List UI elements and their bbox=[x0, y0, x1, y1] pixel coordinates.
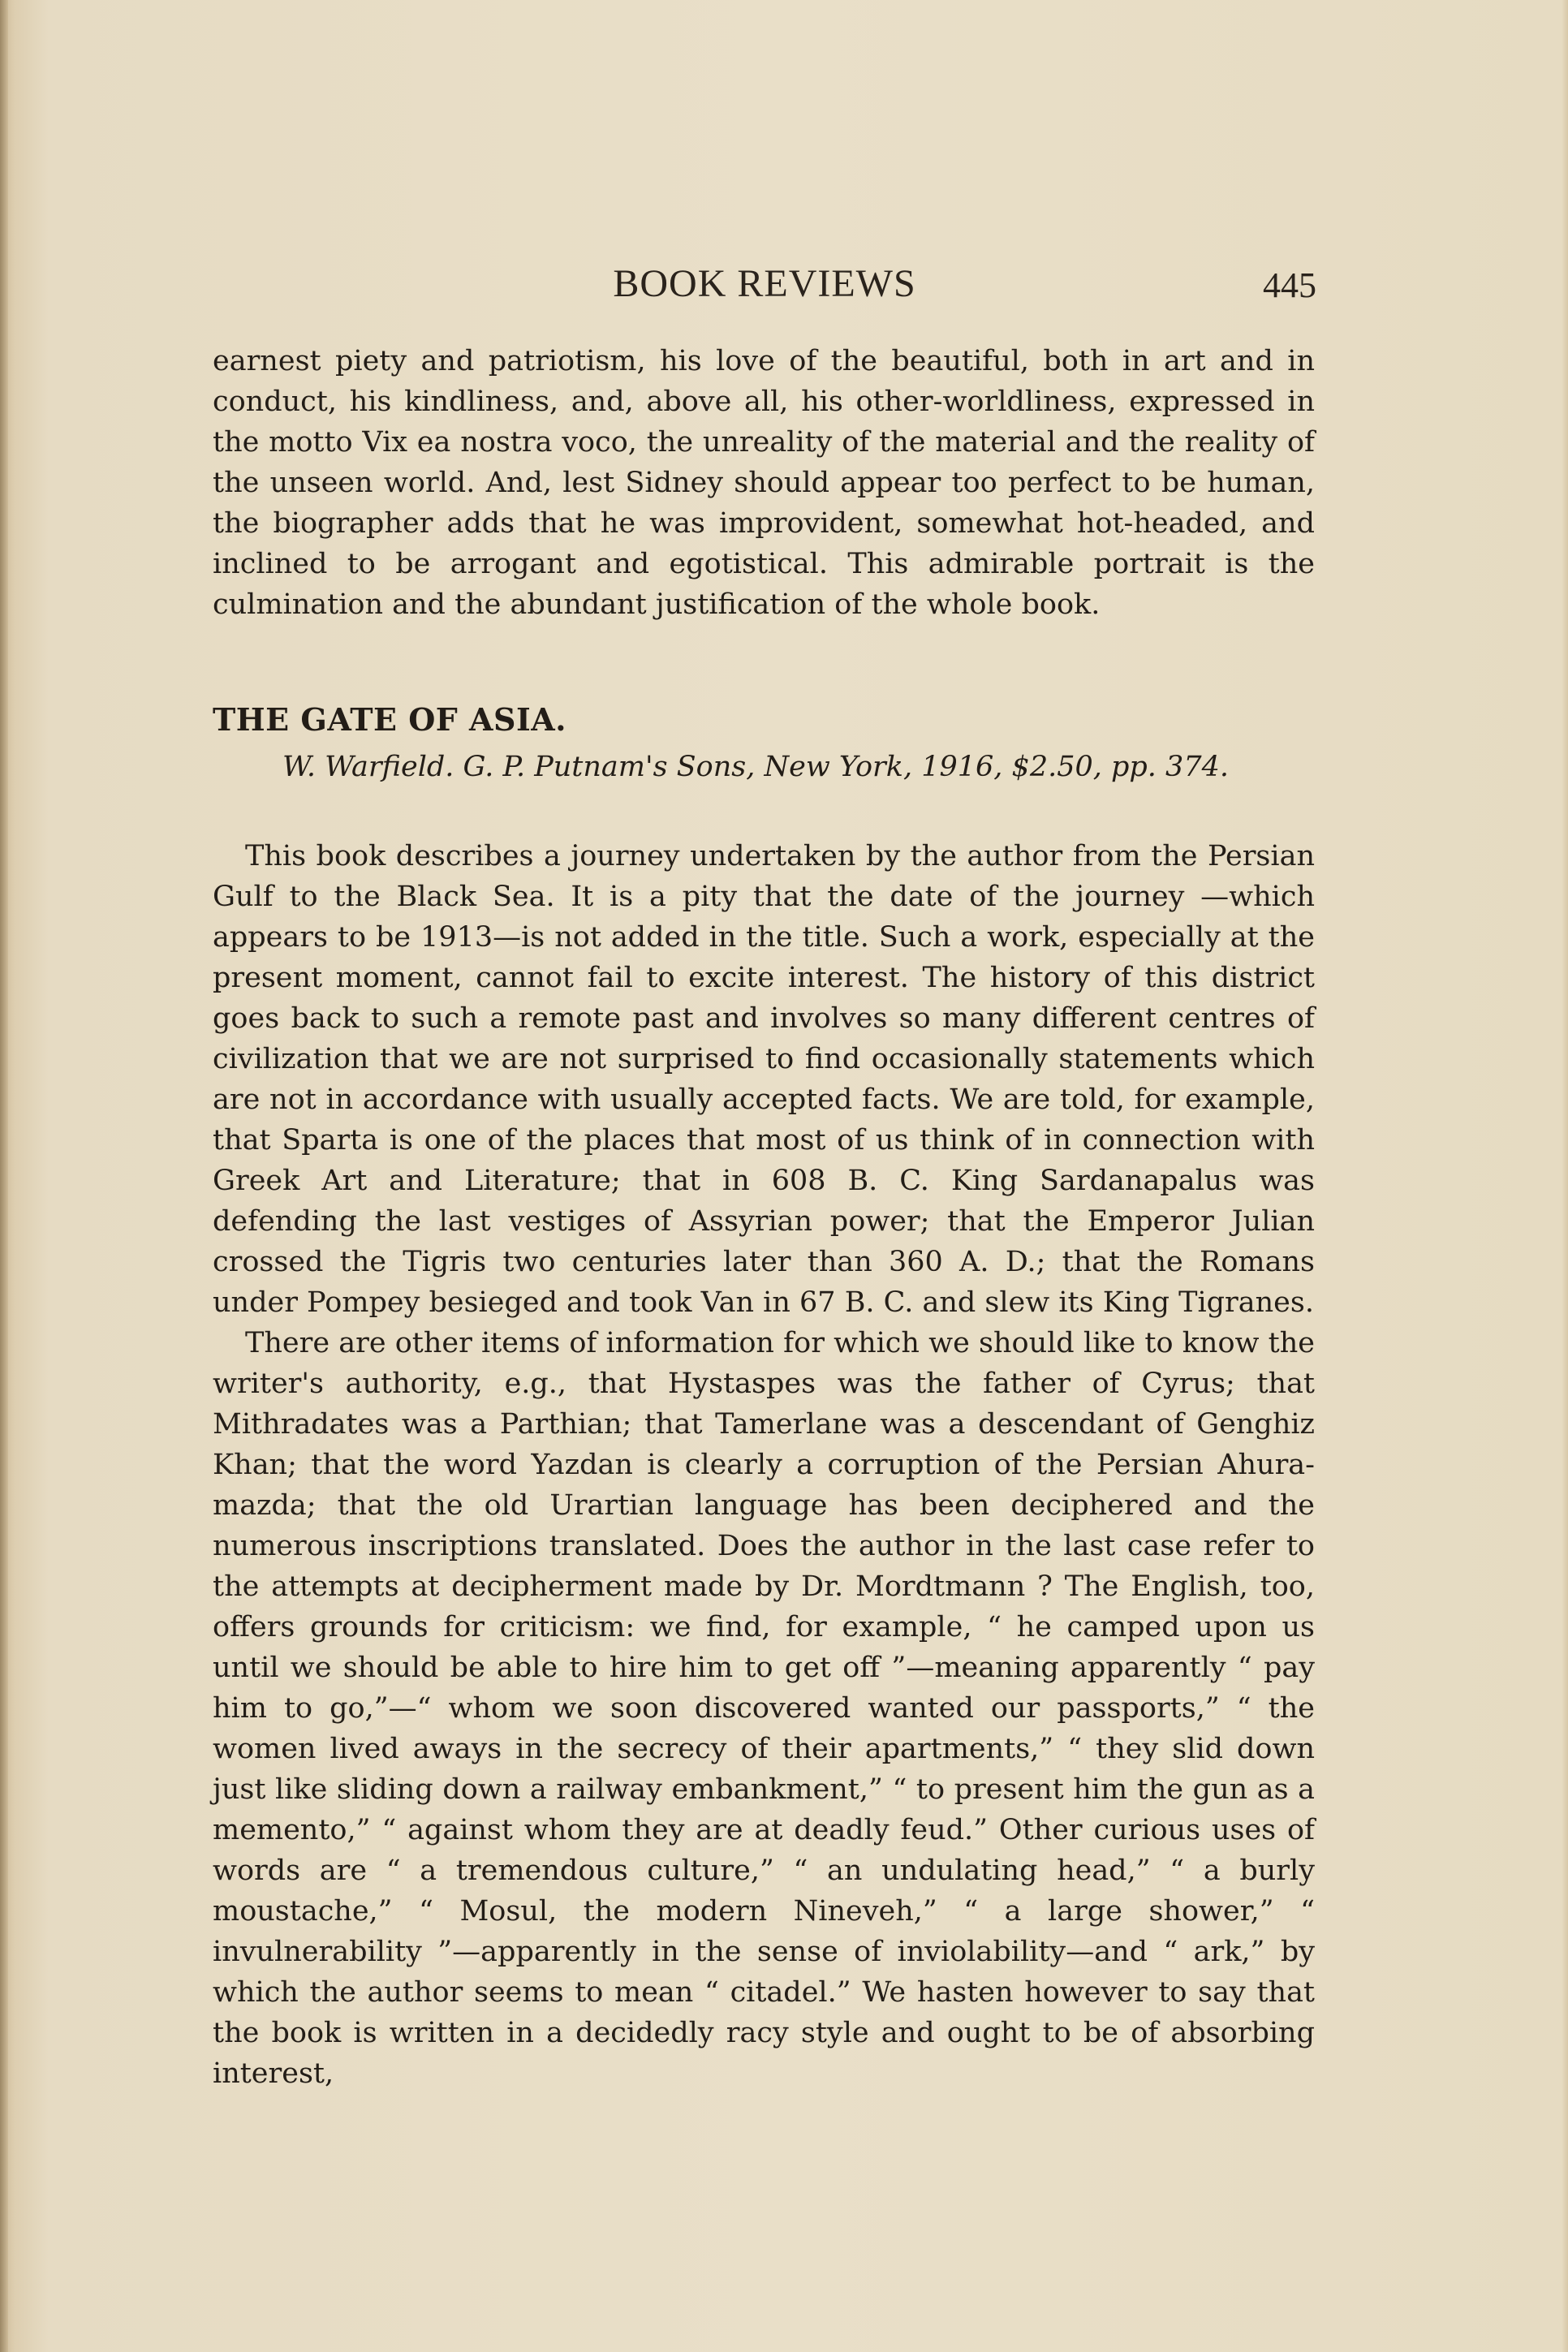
page-edge bbox=[1562, 0, 1568, 2352]
review-body bbox=[213, 836, 1315, 2094]
review-paragraph: This book describes a journey undertaken by the author from the Persian Gulf to the Black Sea. It is a pity that the date of the journey —which appears to be 1913—is not added in the title. Such a work, especially at the present moment, cannot fail to excite interest. The history of this district goes back to such a remote past and involves so many different centres of civilization that we are not surprised to find occasionally statements which are not in accordance with usually accepted facts. We are told, for example, that Sparta is one of the places that most of us think of in connection with Greek Art and Literature; that in 608 B. C. King Sardanapalus was defending the last vestiges of Assyrian power; that the Emperor Julian crossed the Tigris two centuries later than 360 A. D.; that the Romans under Pompey besieged and took Van in 67 B. C. and slew its King Tigranes. bbox=[213, 840, 1315, 1319]
continued-paragraph-block bbox=[213, 341, 1315, 625]
review-paragraph: There are other items of information for which we should like to know the writer's authority, e.g., that Hystaspes was the father of Cyrus; that Mithradates was a Parthian; that Tamerlane was a descendant of Genghiz Khan; that the word Yazdan is clearly a corruption of the Persian Ahura-mazda; that the old Urartian language has been deciphered and the numerous inscriptions translated. Does the author in the last case refer to the attempts at decipherment made by Dr. Mordtmann ? The English, too, offers grounds for criticism: we find, for example, “ he camped upon us until we should be able to hire him to get off ”—meaning apparently “ pay him to go,”—“ whom we soon discovered wanted our passports,” “ the women lived aways in the secrecy of their apartments,” “ they slid down just like sliding down a railway embankment,” “ to present him the gun as a memento,” “ against whom they are at deadly feud.” Other curious uses of words are “ a tremendous culture,” “ an undulating head,” “ a burly moustache,” “ Mosul, the modern Nineveh,” “ a large shower,” “ invulnerability ”—apparently in the sense of inviolability—and “ ark,” by which the author seems to mean “ citadel.” We hasten however to say that the book is written in a decidedly racy style and ought to be of absorbing interest, bbox=[213, 1327, 1315, 2090]
page-header bbox=[213, 261, 1316, 318]
continued-paragraph: earnest piety and patriotism, his love of the beautiful, both in art and in conduct, his kindliness, and, above all, his other-worldliness, expressed in the motto Vix ea nostra voco, the unreality of the material and the reality of the unseen world. And, lest Sidney should appear too perfect to be human, the biographer adds that he was improvident, somewhat hot-headed, and inclined to be arrogant and egotistical. This admirable portrait is the culmination and the abundant justification of the whole book. bbox=[213, 345, 1315, 621]
binding-shadow bbox=[0, 0, 8, 2352]
page-number: 445 bbox=[1263, 265, 1316, 305]
running-head: BOOK REVIEWS bbox=[613, 262, 916, 305]
review-title: THE GATE OF ASIA. bbox=[213, 701, 566, 738]
review-citation: W. Warfield. G. P. Putnam's Sons, New York, 1916, $2.50, pp. 374. bbox=[282, 751, 1229, 783]
